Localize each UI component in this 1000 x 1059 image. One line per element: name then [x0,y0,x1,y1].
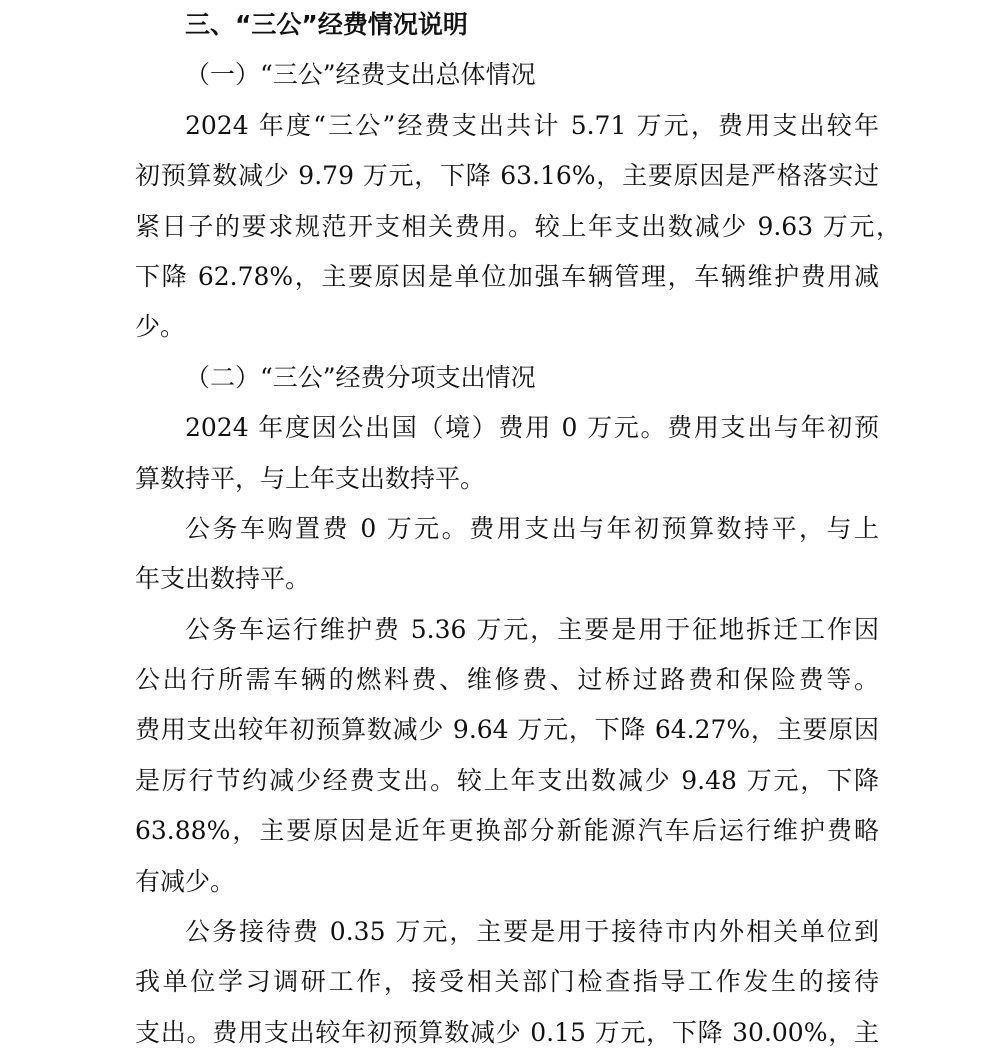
section-heading: 三、“三公”经费情况说明 [185,10,468,39]
paragraph-line: 年支出数持平。 [135,564,311,594]
subsection-title: （二）“三公”经费分项支出情况 [185,362,536,392]
paragraph-line: 2024 年度“三公”经费支出共计 5.71 万元，费用支出较年 [185,110,879,140]
section-overall-spending [135,50,901,352]
paragraph-line: 初预算数减少 9.79 万元，下降 63.16%，主要原因是严格落实过 [135,161,879,191]
document-page [135,0,901,1058]
paragraph-official-reception [135,907,879,1058]
section-itemized-spending [135,353,879,1058]
paragraph-line: 63.88%，主要原因是近年更换部分新能源汽车后运行维护费略 [135,816,879,846]
paragraph-line: 有减少。 [135,866,236,896]
paragraph-line: 下降 62.78%，主要原因是单位加强车辆管理，车辆维护费用减 [135,261,879,291]
paragraph-line: 公务车运行维护费 5.36 万元，主要是用于征地拆迁工作因 [185,614,879,644]
paragraph-overall [135,101,901,353]
paragraph-line: 是厉行节约减少经费支出。较上年支出数减少 9.48 万元，下降 [135,765,879,795]
paragraph-line: 少。 [135,312,186,342]
paragraph-line: 2024 年度因公出国（境）费用 0 万元。费用支出与年初预 [185,413,879,443]
paragraph-line: 支出。费用支出较年初预算数减少 0.15 万元，下降 30.00%，主 [135,1017,879,1047]
paragraph-line: 公务接待费 0.35 万元，主要是用于接待市内外相关单位到 [185,917,879,947]
paragraph-line: 公务车购置费 0 万元。费用支出与年初预算数持平，与上 [185,513,879,543]
paragraph-vehicle-purchase [135,504,879,605]
paragraph-line: 我单位学习调研工作，接受相关部门检查指导工作发生的接待 [135,967,879,997]
paragraph-overseas-travel [135,403,879,504]
paragraph-vehicle-operation [135,605,879,907]
paragraph-line: 公出行所需车辆的燃料费、维修费、过桥过路费和保险费等。 [135,665,879,695]
paragraph-line: 紧日子的要求规范开支相关费用。较上年支出数减少 9.63 万元， [135,211,901,241]
paragraph-line: 费用支出较年初预算数减少 9.64 万元，下降 64.27%，主要原因 [135,715,879,745]
paragraph-line: 算数持平，与上年支出数持平。 [135,463,486,493]
subsection-title: （一）“三公”经费支出总体情况 [185,60,536,90]
